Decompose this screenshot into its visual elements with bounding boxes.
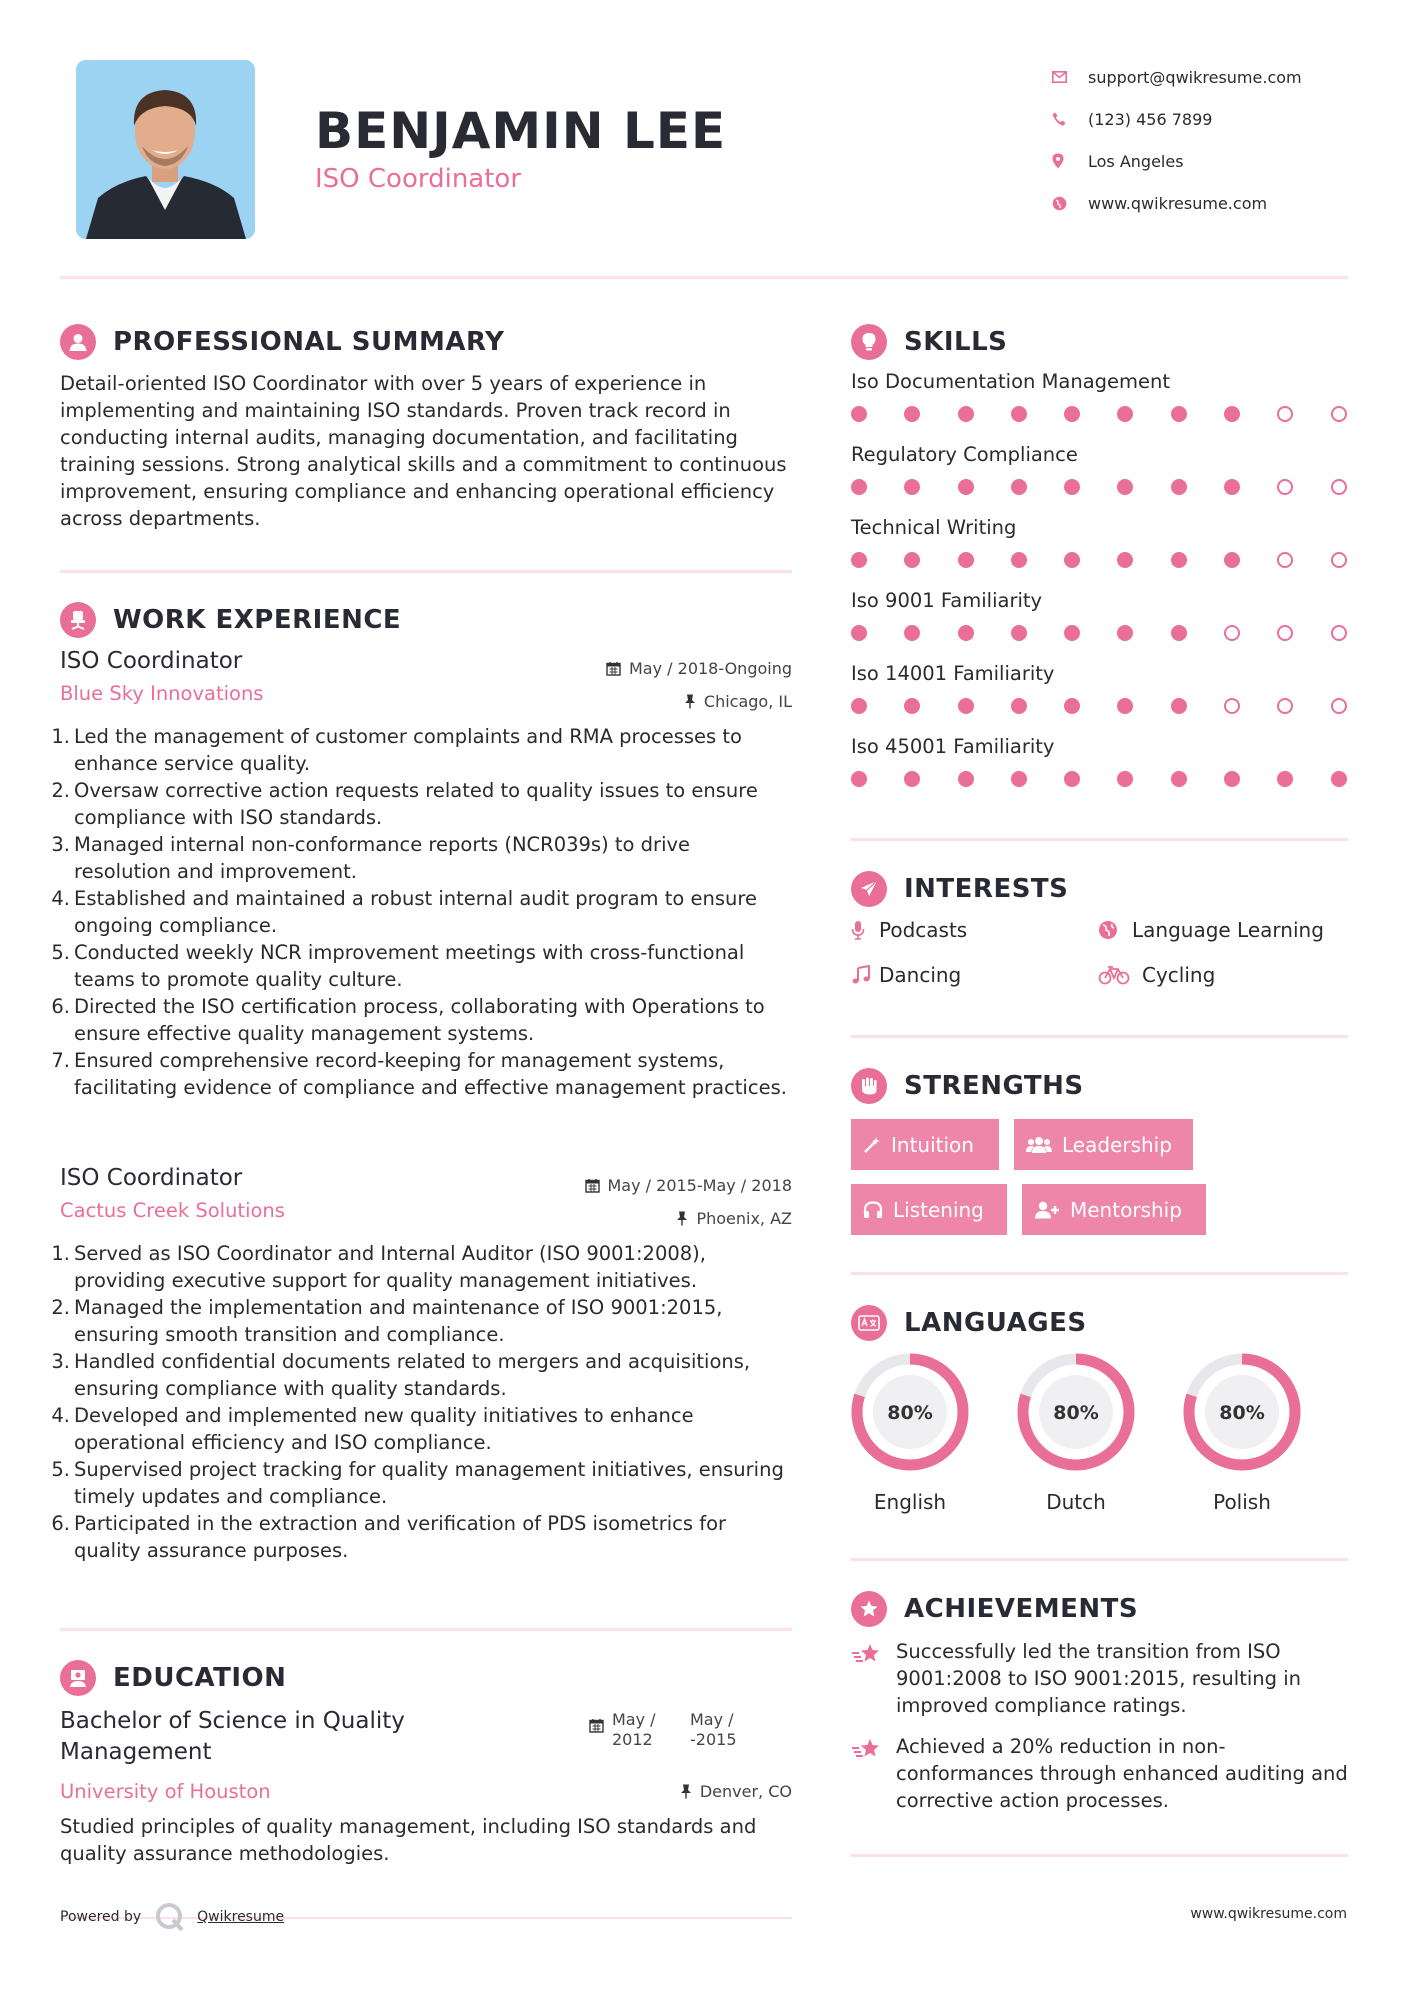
interest-podcasts bbox=[851, 918, 967, 942]
rating-dot-filled bbox=[851, 698, 867, 714]
rating-dot-filled bbox=[1117, 406, 1133, 422]
rating-dot-filled bbox=[1117, 479, 1133, 495]
magic-wand-icon bbox=[863, 1136, 881, 1154]
contact-location bbox=[1052, 140, 1382, 182]
raised-fist-icon bbox=[851, 1068, 887, 1104]
experience-heading bbox=[60, 600, 401, 640]
school: University of Houston bbox=[60, 1780, 271, 1803]
office-chair-icon bbox=[60, 602, 96, 638]
job-position: ISO Coordinator bbox=[60, 1165, 243, 1191]
rating-dot-filled bbox=[1117, 552, 1133, 568]
rating-dot-filled bbox=[1011, 698, 1027, 714]
interests-heading bbox=[851, 869, 1068, 909]
rating-dot-empty bbox=[1331, 698, 1347, 714]
rating-dot-filled bbox=[958, 552, 974, 568]
rating-dot-filled bbox=[1171, 625, 1187, 641]
map-pin-icon bbox=[1052, 151, 1088, 171]
rating-dot-filled bbox=[1064, 771, 1080, 787]
powered-by-label: Powered by bbox=[60, 1909, 142, 1925]
interests-divider bbox=[851, 1035, 1348, 1038]
list-item: 2. Managed the implementation and maintenance of ISO 9001:2015, ensuring smooth transition and compliance. bbox=[51, 1296, 723, 1346]
skill-name: Iso 9001 Familiarity bbox=[851, 589, 1043, 612]
rating-dot-filled bbox=[904, 406, 920, 422]
education-description: Studied principles of quality management, including ISO standards and quality assurance methodologies. bbox=[60, 1815, 757, 1865]
job-meta bbox=[585, 1169, 793, 1235]
skill-item bbox=[851, 443, 1351, 495]
summary-divider bbox=[60, 570, 792, 573]
contact-website-text: www.qwikresume.com bbox=[1088, 193, 1268, 213]
rating-dot-empty bbox=[1331, 406, 1347, 422]
rating-dot-filled bbox=[1064, 698, 1080, 714]
rating-dot-filled bbox=[1171, 406, 1187, 422]
rating-dot-filled bbox=[904, 552, 920, 568]
user-icon bbox=[60, 324, 96, 360]
contact-phone-text: (123) 456 7899 bbox=[1088, 109, 1213, 129]
rating-dot-filled bbox=[958, 698, 974, 714]
rating-dot-filled bbox=[1224, 771, 1240, 787]
interest-label: Language Learning bbox=[1132, 918, 1324, 942]
strengths-divider bbox=[851, 1272, 1348, 1275]
shooting-star-icon bbox=[851, 1638, 896, 1719]
rating-dot-filled bbox=[1064, 479, 1080, 495]
language-ring bbox=[1180, 1350, 1304, 1474]
paper-plane-icon bbox=[851, 871, 887, 907]
list-item: 5. Supervised project tracking for quality management initiatives, ensuring timely updates and compliance. bbox=[51, 1458, 784, 1508]
rating-dot-empty bbox=[1224, 698, 1240, 714]
skill-rating bbox=[851, 479, 1351, 495]
languages-heading-text: LANGUAGES bbox=[904, 1308, 1087, 1338]
strength-mentorship bbox=[1022, 1184, 1206, 1235]
skills-divider bbox=[851, 838, 1348, 841]
skill-name: Iso 14001 Familiarity bbox=[851, 662, 1055, 685]
languages-divider bbox=[851, 1558, 1348, 1561]
rating-dot-empty bbox=[1277, 552, 1293, 568]
languages-heading bbox=[851, 1303, 1087, 1343]
achievement-text: Successfully led the transition from ISO 9001:2008 to ISO 9001:2015, resulting in improved compliance ratings. bbox=[896, 1640, 1301, 1717]
skill-name: Iso 45001 Familiarity bbox=[851, 735, 1055, 758]
language-percent: 80% bbox=[1053, 1402, 1099, 1424]
shooting-star-icon bbox=[851, 1733, 896, 1814]
rating-dot-filled bbox=[958, 625, 974, 641]
list-item: 2. Oversaw corrective action requests related to quality issues to ensure compliance with ISO standards. bbox=[51, 779, 758, 829]
footer-website[interactable]: www.qwikresume.com bbox=[1190, 1906, 1347, 1922]
rating-dot-filled bbox=[1224, 406, 1240, 422]
job-position: ISO Coordinator bbox=[60, 648, 243, 674]
job-dates bbox=[585, 1169, 793, 1202]
music-note-icon bbox=[851, 965, 879, 985]
job-location-text: Phoenix, AZ bbox=[696, 1209, 792, 1228]
microphone-icon bbox=[851, 920, 879, 940]
skill-rating bbox=[851, 698, 1351, 714]
user-plus-icon bbox=[1034, 1201, 1060, 1219]
skills-heading-text: SKILLS bbox=[904, 327, 1008, 357]
rating-dot-filled bbox=[1011, 479, 1027, 495]
education-location bbox=[680, 1782, 792, 1801]
job-bullets bbox=[51, 1240, 792, 1564]
rating-dot-filled bbox=[1331, 771, 1347, 787]
summary-heading bbox=[60, 322, 504, 362]
rating-dot-filled bbox=[904, 625, 920, 641]
job-location-text: Chicago, IL bbox=[703, 692, 792, 711]
language-name: Polish bbox=[1213, 1490, 1271, 1514]
list-item: 6. Directed the ISO certification process, collaborating with Operations to ensure effective quality management systems. bbox=[51, 995, 765, 1045]
job-location bbox=[585, 1202, 793, 1235]
skill-name: Iso Documentation Management bbox=[851, 370, 1171, 393]
job-entry-2 bbox=[51, 1165, 792, 1564]
strengths-heading bbox=[851, 1066, 1084, 1106]
strength-label: Mentorship bbox=[1070, 1197, 1182, 1222]
skill-rating bbox=[851, 406, 1351, 422]
language-ring bbox=[1014, 1350, 1138, 1474]
rating-dot-filled bbox=[851, 552, 867, 568]
rating-dot-filled bbox=[1171, 698, 1187, 714]
rating-dot-filled bbox=[958, 406, 974, 422]
star-badge-icon bbox=[851, 1591, 887, 1627]
job-entry-1 bbox=[51, 648, 792, 1101]
skill-item bbox=[851, 370, 1351, 422]
skill-rating bbox=[851, 625, 1351, 641]
list-item: 7. Ensured comprehensive record-keeping for management systems, facilitating evidence of compliance and effective management practices. bbox=[51, 1049, 787, 1099]
interest-label: Dancing bbox=[879, 963, 962, 987]
achievements-divider bbox=[851, 1854, 1348, 1857]
pushpin-icon bbox=[684, 694, 696, 709]
candidate-name: BENJAMIN LEE bbox=[315, 102, 727, 160]
rating-dot-filled bbox=[1011, 771, 1027, 787]
skill-item bbox=[851, 662, 1351, 714]
skill-name: Technical Writing bbox=[851, 516, 1017, 539]
rating-dot-empty bbox=[1277, 625, 1293, 641]
headphones-icon bbox=[863, 1201, 883, 1219]
rating-dot-filled bbox=[1064, 552, 1080, 568]
rating-dot-filled bbox=[1277, 771, 1293, 787]
rating-dot-filled bbox=[958, 479, 974, 495]
experience-divider bbox=[60, 1628, 792, 1631]
rating-dot-filled bbox=[904, 698, 920, 714]
users-icon bbox=[1026, 1136, 1052, 1154]
qwikresume-link[interactable]: Qwikresume bbox=[197, 1909, 285, 1925]
contact-website[interactable] bbox=[1052, 182, 1382, 224]
contact-location-text: Los Angeles bbox=[1088, 151, 1184, 171]
achievements-heading bbox=[851, 1589, 1138, 1629]
list-item: 1. Served as ISO Coordinator and Internal Auditor (ISO 9001:2008), providing executive support for quality management initiatives. bbox=[51, 1242, 706, 1292]
interest-label: Cycling bbox=[1142, 963, 1216, 987]
language-ring bbox=[848, 1350, 972, 1474]
phone-icon bbox=[1052, 109, 1088, 129]
rating-dot-filled bbox=[958, 771, 974, 787]
rating-dot-filled bbox=[1171, 552, 1187, 568]
rating-dot-filled bbox=[851, 625, 867, 641]
list-item: 3. Managed internal non-conformance reports (NCR039s) to drive resolution and improvement. bbox=[51, 833, 691, 883]
strength-leadership bbox=[1014, 1119, 1193, 1170]
candidate-title: ISO Coordinator bbox=[315, 164, 522, 194]
education-start bbox=[612, 1710, 682, 1750]
interest-label: Podcasts bbox=[879, 918, 968, 942]
rating-dot-filled bbox=[1064, 625, 1080, 641]
education-end-month: May / bbox=[690, 1710, 734, 1729]
globe-icon bbox=[1098, 920, 1132, 940]
rating-dot-filled bbox=[1117, 698, 1133, 714]
language-english bbox=[848, 1350, 972, 1514]
rating-dot-filled bbox=[1064, 406, 1080, 422]
skill-item bbox=[851, 516, 1351, 568]
achievement-item bbox=[851, 1638, 1361, 1719]
profile-photo bbox=[76, 60, 255, 239]
list-item: 1. Led the management of customer complaints and RMA processes to enhance service quality. bbox=[51, 725, 742, 775]
lightbulb-icon bbox=[851, 324, 887, 360]
pushpin-icon bbox=[676, 1211, 688, 1226]
skills-heading bbox=[851, 322, 1007, 362]
job-dates-text: May / 2015-May / 2018 bbox=[607, 1176, 792, 1195]
globe-icon bbox=[1052, 193, 1088, 213]
degree: Bachelor of Science in Quality Management bbox=[60, 1708, 405, 1765]
list-item: 3. Handled confidential documents related to mergers and acquisitions, ensuring compliance with quality standards. bbox=[51, 1350, 751, 1400]
achievements-heading-text: ACHIEVEMENTS bbox=[904, 1594, 1139, 1624]
job-company: Cactus Creek Solutions bbox=[60, 1199, 285, 1222]
rating-dot-filled bbox=[851, 479, 867, 495]
bicycle-icon bbox=[1098, 965, 1142, 985]
job-location bbox=[606, 685, 792, 718]
strength-label: Leadership bbox=[1062, 1132, 1172, 1157]
education-dates bbox=[589, 1710, 760, 1750]
interest-language-learning bbox=[1098, 918, 1324, 942]
job-company: Blue Sky Innovations bbox=[60, 682, 264, 705]
rating-dot-empty bbox=[1331, 625, 1347, 641]
rating-dot-filled bbox=[1224, 479, 1240, 495]
calendar-icon bbox=[585, 1178, 600, 1193]
skill-name: Regulatory Compliance bbox=[851, 443, 1078, 466]
job-meta bbox=[606, 652, 792, 718]
education-end bbox=[690, 1710, 760, 1750]
rating-dot-filled bbox=[1224, 552, 1240, 568]
rating-dot-empty bbox=[1224, 625, 1240, 641]
summary-text: Detail-oriented ISO Coordinator with over 5 years of experience in implementing and maintaining ISO standards. Proven track record in conducting internal audits, managing documentation, and facilitating training sessions. Strong analytical skills and a commitment to continuous improvement, ensuring compliance and enhancing operational efficiency across departments. bbox=[60, 372, 787, 530]
rating-dot-empty bbox=[1277, 698, 1293, 714]
job-dates bbox=[606, 652, 792, 685]
rating-dot-empty bbox=[1331, 552, 1347, 568]
contact-phone[interactable] bbox=[1052, 98, 1382, 140]
language-polish bbox=[1180, 1350, 1304, 1514]
achievement-text: Achieved a 20% reduction in non-conformances through enhanced auditing and corrective action processes. bbox=[896, 1735, 1348, 1812]
list-item: 5. Conducted weekly NCR improvement meetings with cross-functional teams to promote quality culture. bbox=[51, 941, 745, 991]
language-name: Dutch bbox=[1046, 1490, 1106, 1514]
education-location-text: Denver, CO bbox=[699, 1782, 792, 1801]
calendar-icon bbox=[606, 661, 621, 676]
strength-label: Intuition bbox=[891, 1132, 974, 1157]
language-dutch bbox=[1014, 1350, 1138, 1514]
graduate-icon bbox=[60, 1660, 96, 1696]
education-start-year: 2012 bbox=[612, 1730, 653, 1749]
envelope-icon bbox=[1052, 67, 1088, 87]
list-item: 4. Developed and implemented new quality initiatives to enhance operational efficiency and ISO compliance. bbox=[51, 1404, 694, 1454]
contact-email[interactable] bbox=[1052, 56, 1382, 98]
list-item: 4. Established and maintained a robust internal audit program to ensure ongoing compliance. bbox=[51, 887, 757, 937]
rating-dot-filled bbox=[904, 479, 920, 495]
rating-dot-filled bbox=[851, 406, 867, 422]
job-dates-text: May / 2018-Ongoing bbox=[629, 659, 792, 678]
experience-heading-text: WORK EXPERIENCE bbox=[113, 605, 402, 635]
language-percent: 80% bbox=[1219, 1402, 1265, 1424]
pushpin-icon bbox=[680, 1784, 692, 1799]
list-item: 6. Participated in the extraction and verification of PDS isometrics for quality assurance purposes. bbox=[51, 1512, 727, 1562]
interests-heading-text: INTERESTS bbox=[904, 874, 1069, 904]
skill-rating bbox=[851, 552, 1351, 568]
header-divider bbox=[60, 276, 1348, 279]
footer-powered bbox=[60, 1902, 284, 1932]
education-heading-text: EDUCATION bbox=[113, 1663, 287, 1693]
rating-dot-filled bbox=[904, 771, 920, 787]
education-entry bbox=[60, 1706, 792, 1867]
rating-dot-filled bbox=[1011, 625, 1027, 641]
qwikresume-logo-icon bbox=[155, 1902, 185, 1932]
rating-dot-empty bbox=[1277, 406, 1293, 422]
education-start-month: May / bbox=[612, 1710, 656, 1729]
language-card-icon bbox=[851, 1305, 887, 1341]
skill-rating bbox=[851, 771, 1351, 787]
strength-listening bbox=[851, 1184, 1007, 1235]
contact-list bbox=[1052, 56, 1382, 224]
language-name: English bbox=[873, 1490, 947, 1514]
rating-dot-filled bbox=[1011, 406, 1027, 422]
rating-dot-empty bbox=[1277, 479, 1293, 495]
rating-dot-filled bbox=[1171, 771, 1187, 787]
strength-intuition bbox=[851, 1119, 999, 1170]
education-heading bbox=[60, 1658, 286, 1698]
language-percent: 80% bbox=[887, 1402, 933, 1424]
contact-email-text: support@qwikresume.com bbox=[1088, 67, 1302, 87]
job-bullets bbox=[51, 723, 792, 1101]
achievement-item bbox=[851, 1733, 1361, 1814]
summary-heading-text: PROFESSIONAL SUMMARY bbox=[113, 327, 505, 357]
rating-dot-filled bbox=[1117, 771, 1133, 787]
calendar-icon bbox=[589, 1718, 604, 1750]
interest-dancing bbox=[851, 963, 961, 987]
education-end-year: -2015 bbox=[690, 1730, 737, 1749]
rating-dot-filled bbox=[1117, 625, 1133, 641]
rating-dot-filled bbox=[1171, 479, 1187, 495]
skill-item bbox=[851, 589, 1351, 641]
interest-cycling bbox=[1098, 963, 1215, 987]
rating-dot-empty bbox=[1331, 479, 1347, 495]
skill-item bbox=[851, 735, 1351, 787]
strengths-heading-text: STRENGTHS bbox=[904, 1071, 1084, 1101]
strength-label: Listening bbox=[893, 1197, 984, 1222]
rating-dot-filled bbox=[851, 771, 867, 787]
rating-dot-filled bbox=[1011, 552, 1027, 568]
